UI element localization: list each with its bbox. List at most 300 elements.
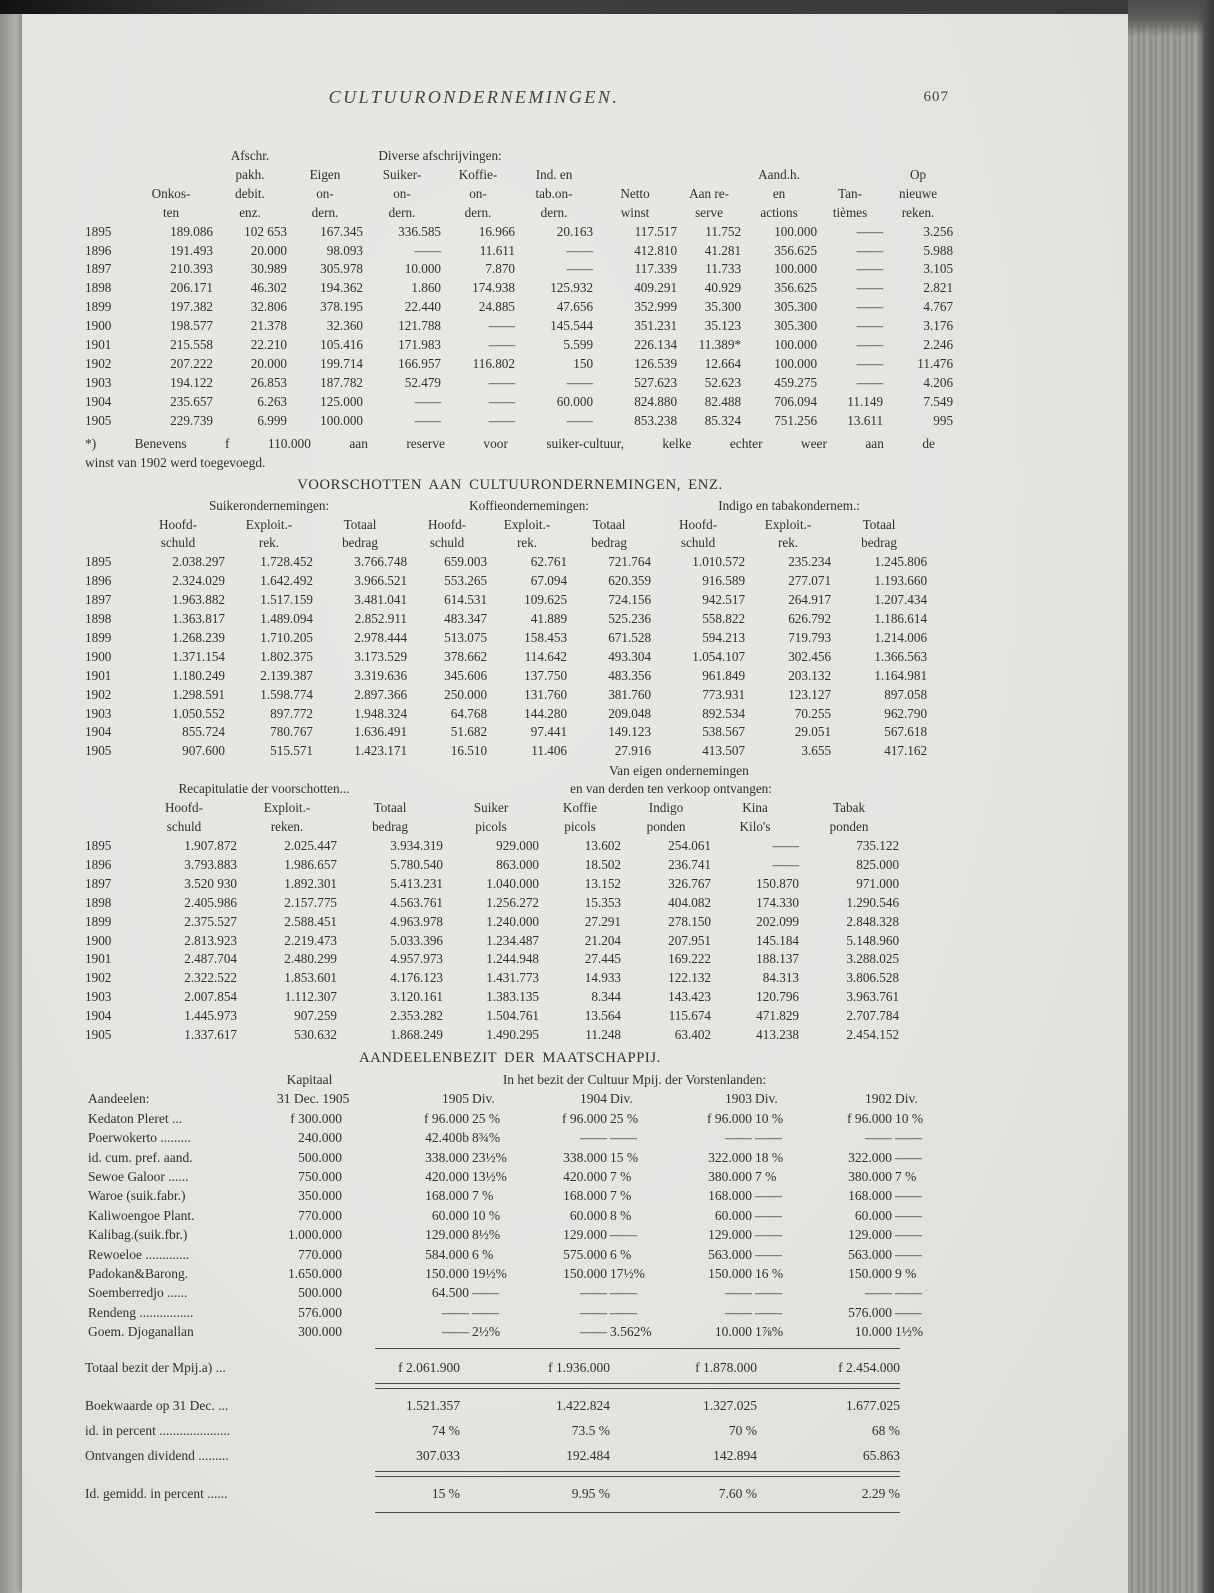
- column-header-cell: debit.: [235, 185, 265, 201]
- row-label-cell: Totaal bezit der Mpij.a) ...: [85, 1359, 226, 1375]
- value-cell: 897.058: [884, 686, 928, 702]
- value-cell: ——: [725, 1304, 752, 1320]
- value-cell: 750.000: [298, 1169, 342, 1184]
- value-cell: 12.664: [704, 355, 742, 371]
- value-cell: 1.853.601: [284, 970, 337, 986]
- value-cell: ——: [755, 1304, 782, 1320]
- value-cell: 2.038.297: [172, 554, 225, 570]
- value-cell: 459.275: [774, 374, 818, 390]
- value-cell: 576.000: [298, 1304, 342, 1320]
- value-cell: 1.010.572: [692, 554, 746, 570]
- value-cell: 2.025.447: [284, 838, 337, 853]
- table-row: [85, 1283, 927, 1302]
- value-cell: 171.983: [398, 337, 441, 353]
- value-cell: 380.000: [848, 1169, 892, 1184]
- value-cell: 60.000: [854, 1207, 892, 1223]
- value-cell: 3.176: [923, 318, 954, 334]
- value-cell: 32.806: [250, 299, 287, 315]
- value-cell: 4.563.761: [390, 894, 444, 910]
- value-cell: 32.360: [326, 318, 363, 334]
- column-header-cell: reken.: [901, 204, 935, 220]
- value-cell: 67.094: [530, 573, 568, 589]
- value-cell: 123.127: [788, 686, 832, 702]
- value-cell: 20.000: [250, 242, 287, 258]
- table-row: [85, 1264, 927, 1283]
- value-cell: 114.642: [524, 648, 568, 664]
- value-cell: 381.760: [608, 686, 652, 702]
- value-cell: 3.793.883: [184, 856, 237, 872]
- column-header-cell: dern.: [540, 204, 568, 220]
- value-cell: 1.892.301: [284, 875, 337, 891]
- table-row: [85, 610, 927, 629]
- value-cell: 1.366.563: [874, 648, 928, 664]
- value-cell: 150.000: [425, 1266, 469, 1282]
- value-cell: 125.000: [320, 393, 363, 409]
- column-header-cell: [593, 166, 677, 185]
- value-cell: 121.788: [398, 318, 441, 334]
- value-cell: 530.632: [294, 1027, 337, 1043]
- row-label-cell: 1904: [85, 393, 112, 409]
- column-header-cell: Hoofd-: [158, 516, 198, 532]
- row-label-cell: id. in percent .....................: [85, 1422, 231, 1438]
- table-row: [85, 856, 899, 875]
- value-cell: 174.330: [756, 894, 800, 910]
- value-cell: 350.000: [298, 1188, 342, 1204]
- table-row: [85, 1206, 927, 1225]
- spacer-cell: [85, 1380, 375, 1393]
- table-row: [85, 1225, 927, 1244]
- row-label-cell: Waroe (suik.fabr.): [88, 1188, 186, 1204]
- column-header-cell: Hoofd-: [164, 800, 204, 816]
- table-row: [85, 223, 953, 242]
- table-row: [85, 837, 899, 856]
- value-cell: 942.517: [702, 592, 746, 608]
- column-header-cell: [817, 166, 883, 185]
- row-label-cell: id. cum. pref. aand.: [88, 1149, 193, 1165]
- row-label-cell: 1897: [85, 875, 112, 891]
- value-cell: 525.236: [608, 611, 652, 627]
- row-label-cell: Rewoeloe .............: [88, 1246, 190, 1262]
- value-cell: 100.000: [320, 412, 363, 428]
- value-cell: 563.000: [848, 1246, 892, 1262]
- value-cell: 98.093: [326, 242, 363, 258]
- value-cell: 68 %: [871, 1422, 900, 1438]
- table-row: [85, 742, 927, 761]
- value-cell: 27.916: [614, 743, 652, 759]
- value-cell: ——: [895, 1227, 922, 1243]
- value-cell: 6.999: [257, 412, 287, 428]
- value-cell: 770.000: [298, 1207, 342, 1223]
- value-cell: 2.821: [923, 280, 954, 296]
- value-cell: 483.356: [608, 667, 652, 683]
- column-header-cell: bedrag: [861, 535, 897, 551]
- value-cell: ——: [610, 1227, 637, 1243]
- value-cell: ——: [442, 1304, 469, 1320]
- value-cell: 500.000: [298, 1149, 342, 1165]
- table-row: [85, 1186, 927, 1205]
- value-cell: 614.531: [444, 592, 488, 608]
- value-cell: ——: [856, 355, 884, 371]
- value-cell: ——: [566, 242, 594, 258]
- row-label-cell: 1900: [85, 932, 112, 948]
- value-cell: 1.677.025: [846, 1397, 900, 1413]
- table-row: [85, 298, 953, 317]
- value-cell: ——: [566, 412, 594, 428]
- value-cell: ——: [755, 1285, 782, 1301]
- value-cell: 620.359: [608, 573, 652, 589]
- table-row: [85, 355, 953, 374]
- column-header-cell: on-: [393, 185, 411, 201]
- row-label-cell: Boekwaarde op 31 Dec. ...: [85, 1397, 229, 1413]
- value-cell: 40.929: [704, 280, 742, 296]
- column-header-cell: Aand.h.: [758, 166, 800, 182]
- value-cell: 971.000: [856, 875, 900, 891]
- single-rule: [375, 1506, 900, 1519]
- value-cell: 41.281: [704, 242, 742, 258]
- value-cell: 10 %: [895, 1110, 924, 1126]
- value-cell: 300.000: [298, 1324, 342, 1340]
- value-cell: 3.319.636: [354, 667, 408, 683]
- column-header-cell: dern.: [464, 204, 492, 220]
- value-cell: 21.378: [250, 318, 287, 334]
- value-cell: 7.60 %: [718, 1485, 757, 1501]
- column-header-cell: reken.: [270, 819, 304, 835]
- value-cell: ——: [755, 1207, 782, 1223]
- value-cell: 150: [573, 355, 594, 371]
- value-cell: 125.932: [550, 280, 594, 296]
- value-cell: ——: [895, 1130, 922, 1146]
- value-cell: ——: [580, 1324, 607, 1340]
- value-cell: 1.802.375: [260, 648, 313, 664]
- value-cell: 378.662: [444, 648, 488, 664]
- value-cell: 305.978: [320, 261, 363, 277]
- value-cell: 6 %: [472, 1246, 494, 1262]
- value-cell: 307.033: [416, 1447, 460, 1463]
- value-cell: 192.484: [566, 1447, 610, 1463]
- value-cell: 2.480.299: [284, 951, 337, 967]
- column-header-cell: Recapitulatie der voorschotten...: [178, 781, 350, 797]
- value-cell: ——: [856, 299, 884, 315]
- value-cell: 3.288.025: [846, 951, 900, 967]
- value-cell: 120.796: [756, 989, 800, 1005]
- scan-top-shadow-band: [0, 0, 1214, 14]
- value-cell: 2.353.282: [390, 1008, 444, 1024]
- column-header-cell: 1902: [865, 1091, 892, 1107]
- row-label-cell: Rendeng ................: [88, 1304, 194, 1320]
- column-header-cell: tièmes: [832, 204, 868, 220]
- column-header-cell: en: [772, 185, 786, 201]
- header-row: [85, 780, 899, 799]
- page-content: [85, 87, 953, 1519]
- value-cell: 1.598.774: [260, 686, 313, 702]
- value-cell: ——: [488, 412, 515, 428]
- value-cell: 1.256.272: [486, 894, 540, 910]
- column-header-cell: rek.: [258, 535, 280, 551]
- footnote: [85, 434, 935, 472]
- value-cell: 167.345: [320, 223, 363, 239]
- column-header-cell: [85, 147, 129, 166]
- value-cell: 659.003: [444, 554, 488, 570]
- value-cell: 3.520 930: [184, 875, 237, 891]
- single-rule: [375, 1342, 900, 1355]
- value-cell: ——: [414, 412, 441, 428]
- row-label-cell: Kalibag.(suik.fbr.): [88, 1227, 188, 1243]
- value-cell: ——: [772, 856, 800, 872]
- value-cell: 150.000: [708, 1266, 752, 1282]
- column-header-cell: Kina: [742, 800, 768, 816]
- value-cell: 52.623: [704, 374, 742, 390]
- value-cell: 202.099: [756, 913, 800, 929]
- header-row: [85, 1089, 927, 1108]
- value-cell: 64.500: [431, 1285, 469, 1301]
- column-header-cell: [85, 516, 131, 535]
- value-cell: 2.375.527: [184, 913, 237, 929]
- value-cell: ——: [472, 1285, 499, 1301]
- value-cell: 2.007.854: [184, 989, 237, 1005]
- value-cell: 254.061: [668, 838, 712, 853]
- column-header-cell: [593, 147, 677, 166]
- value-cell: 1.040.000: [486, 875, 540, 891]
- value-cell: 1.521.357: [406, 1397, 460, 1413]
- value-cell: 137.750: [524, 667, 568, 683]
- table-row: [85, 1109, 927, 1128]
- value-cell: 7 %: [610, 1169, 632, 1184]
- value-cell: 3.655: [801, 743, 832, 759]
- value-cell: 166.957: [398, 355, 441, 371]
- column-header-cell: Tabak: [833, 800, 866, 816]
- value-cell: 168.000: [563, 1188, 607, 1204]
- table-row: [85, 1443, 900, 1468]
- value-cell: 1.948.324: [354, 705, 408, 721]
- table-row: [85, 260, 953, 279]
- column-header-cell: Hoofd-: [427, 516, 467, 532]
- value-cell: 25 %: [472, 1110, 501, 1126]
- column-header-cell: In het bezit der Cultuur Mpij. der Vorstenlanden:: [502, 1071, 767, 1087]
- table-row: [85, 1481, 900, 1506]
- table-row: [85, 591, 927, 610]
- value-cell: ——: [895, 1285, 922, 1301]
- table-row: [85, 279, 953, 298]
- value-cell: 105.416: [320, 337, 363, 353]
- value-cell: 1.207.434: [874, 592, 928, 608]
- value-cell: 1.710.205: [260, 629, 313, 645]
- value-cell: 15 %: [431, 1485, 460, 1501]
- value-cell: 1.423.171: [354, 743, 408, 759]
- aandeelenbezit-table: [85, 1070, 953, 1342]
- column-header-cell: Div.: [755, 1091, 778, 1107]
- value-cell: 191.493: [170, 242, 213, 258]
- value-cell: 1.112.307: [284, 989, 337, 1005]
- value-cell: 207.222: [170, 355, 213, 371]
- value-cell: 142.894: [713, 1447, 757, 1463]
- value-cell: 117.517: [634, 223, 678, 239]
- voorschotten-table: [85, 497, 953, 762]
- column-header-cell: on-: [316, 185, 334, 201]
- van-eigen-ondernemingen-line: Van eigen ondernemingen: [609, 763, 749, 779]
- value-cell: 2.139.387: [260, 667, 313, 683]
- value-cell: 11.389*: [698, 337, 742, 353]
- value-cell: 1.268.239: [172, 629, 225, 645]
- column-header-cell: 31 Dec. 1905: [277, 1091, 350, 1107]
- value-cell: 10.000: [404, 261, 441, 277]
- value-cell: 995: [933, 412, 954, 428]
- value-cell: 2.848.328: [846, 913, 900, 929]
- value-cell: 60.000: [431, 1207, 469, 1223]
- value-cell: 235.657: [170, 393, 213, 409]
- value-cell: 1.636.491: [354, 724, 408, 740]
- value-cell: 100.000: [774, 355, 818, 371]
- value-cell: ——: [488, 318, 515, 334]
- value-cell: 18.502: [584, 856, 622, 872]
- value-cell: 82.488: [704, 393, 742, 409]
- value-cell: 207.951: [668, 932, 712, 948]
- value-cell: 25 %: [610, 1110, 639, 1126]
- value-cell: ——: [755, 1227, 782, 1243]
- table-row: [85, 1007, 899, 1026]
- spacer-cell: [85, 1506, 375, 1519]
- table-row: [85, 1303, 927, 1322]
- value-cell: 420.000: [425, 1169, 469, 1184]
- column-header-cell: Onkos-: [151, 185, 191, 201]
- value-cell: 7 %: [472, 1188, 494, 1204]
- column-header-cell: Suiker-: [382, 166, 422, 182]
- value-cell: 575.000: [563, 1246, 607, 1262]
- value-cell: 15.353: [584, 894, 622, 910]
- value-cell: 1.445.973: [184, 1008, 237, 1024]
- table-row: [85, 1393, 900, 1418]
- value-cell: 305.300: [774, 318, 818, 334]
- page-title: CULTUURONDERNEMINGEN.: [328, 87, 620, 107]
- value-cell: ——: [580, 1304, 607, 1320]
- value-cell: 27.445: [584, 951, 622, 967]
- column-header-cell: on-: [469, 185, 487, 201]
- value-cell: 3.562%: [610, 1324, 652, 1340]
- value-cell: ——: [755, 1246, 782, 1262]
- row-label-cell: 1900: [85, 648, 112, 664]
- column-header-cell: Kapitaal: [286, 1071, 333, 1087]
- header-row: [85, 147, 953, 166]
- value-cell: 35.300: [704, 299, 742, 315]
- value-cell: 264.917: [788, 592, 832, 608]
- value-cell: 23½%: [472, 1149, 507, 1165]
- table-row: [85, 875, 899, 894]
- value-cell: 17½%: [610, 1266, 645, 1282]
- value-cell: 352.999: [634, 299, 678, 315]
- column-header-cell: Indigo en tabakondernem.:: [718, 497, 860, 513]
- value-cell: 1.986.657: [284, 856, 337, 872]
- value-cell: 322.000: [708, 1149, 752, 1165]
- value-cell: ——: [895, 1207, 922, 1223]
- value-cell: 229.739: [170, 412, 213, 428]
- value-cell: 46.302: [250, 280, 287, 296]
- value-cell: 1.054.107: [692, 648, 746, 664]
- value-cell: 187.782: [320, 374, 363, 390]
- header-row: [85, 166, 953, 185]
- column-header-cell: dern.: [311, 204, 339, 220]
- value-cell: 558.822: [702, 611, 746, 627]
- value-cell: 2.978.444: [354, 629, 408, 645]
- value-cell: 338.000: [563, 1149, 607, 1165]
- table-row: [85, 1148, 927, 1167]
- value-cell: 84.313: [762, 970, 800, 986]
- value-cell: 538.567: [702, 724, 746, 740]
- value-cell: 41.889: [530, 611, 568, 627]
- value-cell: 15 %: [610, 1149, 639, 1165]
- row-label-cell: 1903: [85, 705, 112, 721]
- column-header-cell: Koffie: [562, 800, 598, 816]
- value-cell: 21.204: [584, 932, 622, 948]
- value-cell: 1.298.591: [172, 686, 225, 702]
- value-cell: 1.422.824: [556, 1397, 610, 1413]
- table-row: [85, 1245, 927, 1264]
- value-cell: ——: [580, 1285, 607, 1301]
- header-row: [85, 497, 927, 516]
- value-cell: ——: [580, 1130, 607, 1146]
- value-cell: f 2.454.000: [838, 1359, 900, 1375]
- value-cell: 2.324.029: [172, 573, 225, 589]
- value-cell: 626.792: [788, 611, 832, 627]
- value-cell: 16.966: [478, 223, 515, 239]
- column-header-cell: [85, 204, 129, 223]
- value-cell: 226.134: [634, 337, 678, 353]
- column-header-cell: serve: [695, 204, 723, 220]
- summary-table: [85, 1342, 953, 1519]
- value-cell: ——: [865, 1285, 892, 1301]
- rule-row: [85, 1342, 900, 1355]
- value-cell: 13.602: [584, 838, 622, 853]
- value-cell: 60.000: [569, 1207, 607, 1223]
- value-cell: 1.290.546: [846, 894, 900, 910]
- value-cell: 6 %: [610, 1246, 632, 1262]
- value-cell: 719.793: [788, 629, 832, 645]
- value-cell: 70 %: [728, 1422, 757, 1438]
- value-cell: ——: [856, 223, 884, 239]
- header-row: [85, 1070, 927, 1089]
- row-label-cell: 1899: [85, 913, 112, 929]
- value-cell: ——: [725, 1130, 752, 1146]
- value-cell: 7.549: [923, 393, 954, 409]
- value-cell: 174.938: [472, 280, 515, 296]
- table-row: [85, 913, 899, 932]
- header-row: [85, 204, 953, 223]
- row-label-cell: 1896: [85, 242, 112, 258]
- value-cell: 413.238: [756, 1027, 800, 1043]
- row-label-cell: Kaliwoengoe Plant.: [88, 1207, 195, 1223]
- value-cell: f 96.000: [707, 1110, 752, 1126]
- value-cell: 60.000: [556, 393, 594, 409]
- value-cell: 74 %: [431, 1422, 460, 1438]
- value-cell: 11.733: [705, 261, 742, 277]
- value-cell: 1.517.159: [260, 592, 313, 608]
- table-row: [85, 894, 899, 913]
- value-cell: 1.363.817: [172, 611, 225, 627]
- value-cell: 302.456: [788, 648, 832, 664]
- column-header-cell: Aandeelen:: [88, 1091, 150, 1107]
- rule-row: [85, 1506, 900, 1519]
- value-cell: 409.291: [634, 280, 678, 296]
- value-cell: 129.000: [708, 1227, 752, 1243]
- column-header-cell: [677, 147, 741, 166]
- column-header-cell: Exploit.-: [263, 800, 311, 816]
- column-header-cell: Indigo: [648, 800, 684, 816]
- column-header-cell: [129, 147, 213, 166]
- value-cell: 60.000: [714, 1207, 752, 1223]
- row-label-cell: Poerwokerto .........: [88, 1130, 191, 1146]
- value-cell: 126.539: [634, 355, 678, 371]
- value-cell: 13.611: [847, 412, 884, 428]
- row-label-cell: 1898: [85, 280, 112, 296]
- column-header-cell: Totaal: [862, 516, 896, 532]
